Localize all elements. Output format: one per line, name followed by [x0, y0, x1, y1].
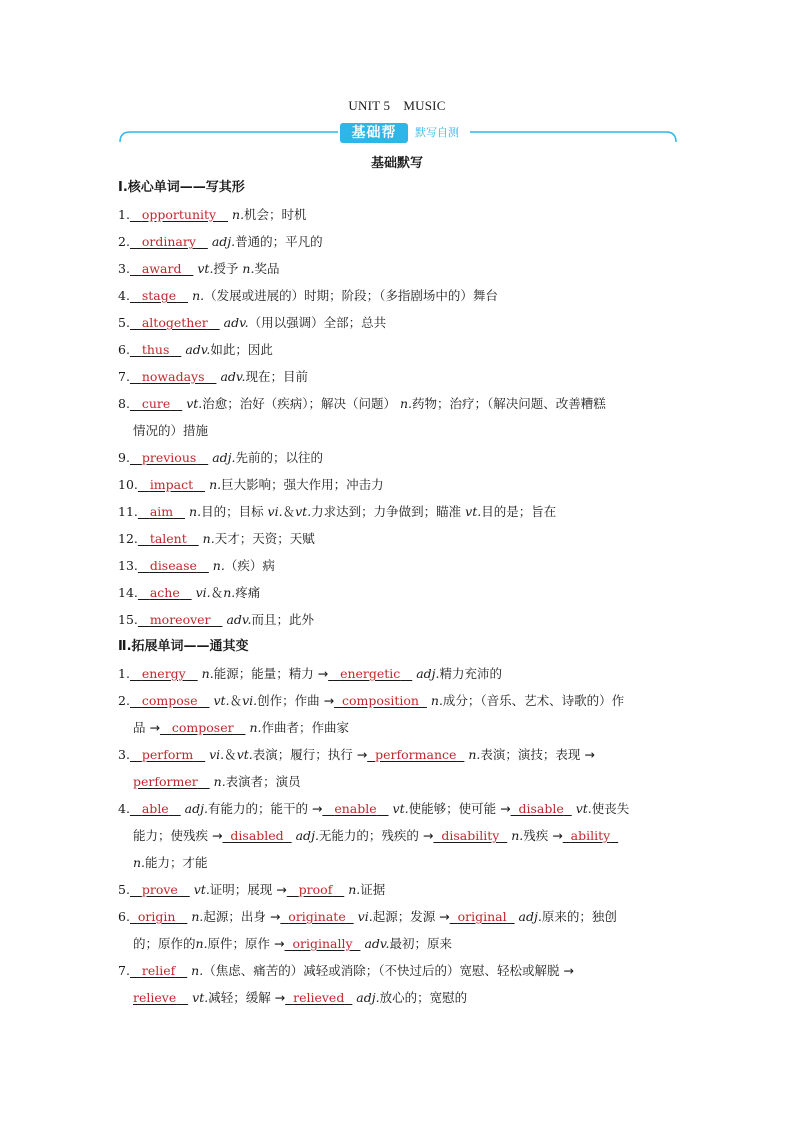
meaning-text: （发展或进展的）时期；阶段；（多指剧场中的）舞台 [204, 288, 498, 303]
answer-blank [160, 714, 246, 741]
part1-title: Ⅰ.核心单词——写其形 [118, 180, 245, 195]
part-of-speech: n. [189, 504, 202, 519]
banner-main-label: 基础帮 [340, 123, 408, 143]
meaning-text: （焦虑、痛苦的）减轻或消除；（不快过后的）宽慰、轻松或解脱 → [203, 963, 574, 978]
list-item-continuation [118, 849, 678, 876]
list-item-continuation [118, 768, 678, 795]
answer-blank [138, 471, 205, 498]
part2-title: Ⅱ.拓展单词——通其变 [118, 639, 249, 654]
item-number: 4. [118, 288, 130, 303]
answer-blank [328, 660, 412, 687]
meaning-text: 证明；展现 → [209, 882, 287, 897]
answer-blank [287, 876, 345, 903]
part-of-speech: vt. [193, 882, 210, 897]
meaning-text: 使能够；使可能 → [408, 801, 511, 816]
part-of-speech: n. [202, 531, 215, 546]
list-item-continuation [118, 930, 678, 957]
list-item [118, 579, 678, 606]
answer-blank [130, 336, 181, 363]
meaning-text: 使丧失 [591, 801, 630, 816]
meaning-text: 创作；作曲 → [257, 693, 335, 708]
part-of-speech: adj. [416, 666, 440, 681]
answer-blank [285, 930, 361, 957]
part-of-speech: n. [191, 909, 204, 924]
answer-text: disease [149, 558, 197, 573]
meaning-text: 精力充沛的 [439, 666, 503, 681]
part-of-speech: vt. [392, 801, 409, 816]
item-number: 7. [118, 963, 130, 978]
answer-text: stage [141, 288, 177, 303]
answer-text: ability [570, 828, 611, 843]
list-item [118, 336, 678, 363]
list-item [118, 363, 678, 390]
meaning-text: 放心的；宽慰的 [379, 990, 468, 1005]
meaning-text: 减轻；缓解 → [208, 990, 286, 1005]
list-item [118, 201, 678, 228]
item-number: 1. [118, 666, 130, 681]
answer-blank [130, 201, 228, 228]
part-of-speech: vt. [575, 801, 592, 816]
item-number: 5. [118, 315, 130, 330]
answer-text: award [141, 261, 182, 276]
part-of-speech: n. [249, 720, 262, 735]
list-item [118, 471, 678, 498]
meaning-text: 成分；（音乐、艺术、诗歌的）作 [442, 693, 625, 708]
item-number: 9. [118, 450, 130, 465]
meaning-text: 目的；目标 [201, 504, 268, 519]
part-of-speech: n. [223, 585, 236, 600]
meaning-text: 起源；出身 → [203, 909, 281, 924]
list-item [118, 876, 678, 903]
answer-text: previous [141, 450, 197, 465]
answer-text: perform [141, 747, 194, 762]
meaning-text: 表演；演技；表现 → [480, 747, 595, 762]
answer-blank [280, 903, 353, 930]
worksheet-body [118, 174, 678, 1011]
answer-text: nowadays [141, 369, 205, 384]
part-of-speech: adv. [223, 315, 249, 330]
answer-text: disabled [230, 828, 284, 843]
part-of-speech: n. [468, 747, 481, 762]
meaning-text: 力求达到；力争做到；瞄准 [311, 504, 466, 519]
list-item [118, 525, 678, 552]
answer-blank [130, 660, 198, 687]
part-of-speech: n. [400, 396, 413, 411]
part-of-speech: vi. [209, 747, 225, 762]
meaning-text: 品 → [133, 720, 160, 735]
answer-blank [138, 525, 199, 552]
item-number: 4. [118, 801, 130, 816]
list-item [118, 660, 678, 687]
answer-blank [130, 390, 182, 417]
list-item-continuation [118, 984, 678, 1011]
list-item [118, 255, 678, 282]
item-number: 11. [118, 504, 138, 519]
answer-blank [563, 822, 618, 849]
answer-text: energy [141, 666, 186, 681]
answer-blank [133, 984, 188, 1011]
answer-text: enable [334, 801, 377, 816]
answer-text: ordinary [141, 234, 196, 249]
meaning-text: 机会；时机 [244, 207, 307, 222]
part-of-speech: adj. [518, 909, 542, 924]
meaning-text: 起源；发源 → [372, 909, 450, 924]
list-item [118, 687, 678, 714]
part-of-speech: adj. [184, 801, 208, 816]
ampersand: ＆ [229, 693, 243, 708]
meaning-text: 表演者；演员 [225, 774, 301, 789]
meaning-text: 原来的；独创 [541, 909, 617, 924]
answer-blank [130, 795, 181, 822]
answer-blank [222, 822, 291, 849]
meaning-text: 疼痛 [235, 585, 261, 600]
item-number: 2. [118, 693, 130, 708]
answer-text: disable [518, 801, 564, 816]
list-item [118, 444, 678, 471]
meaning-text: 药物；治疗；（解决问题、改善糟糕 [412, 396, 606, 411]
part-of-speech: vi. [195, 585, 211, 600]
part-of-speech: n. [192, 288, 205, 303]
item-number: 1. [118, 207, 130, 222]
answer-blank [130, 282, 188, 309]
part-of-speech: adj. [211, 234, 236, 249]
answer-blank [130, 876, 190, 903]
answer-text: ache [149, 585, 180, 600]
item-number: 3. [118, 747, 130, 762]
part-of-speech: adj. [356, 990, 380, 1005]
part-of-speech: vt. [186, 396, 203, 411]
list-item [118, 903, 678, 930]
list-item [118, 228, 678, 255]
meaning-text: 巨大影响；强大作用；冲击力 [221, 477, 384, 492]
item-number: 14. [118, 585, 138, 600]
answer-text: aim [149, 504, 174, 519]
part-of-speech: n. [133, 855, 146, 870]
answer-text: cure [141, 396, 171, 411]
answer-blank [138, 606, 223, 633]
answer-text: able [141, 801, 169, 816]
part-of-speech: n. [511, 828, 524, 843]
part-of-speech: n. [212, 558, 225, 573]
item-number: 15. [118, 612, 138, 627]
item-number: 3. [118, 261, 130, 276]
answer-text: composition [342, 693, 419, 708]
part-of-speech: adj. [212, 450, 236, 465]
list-item [118, 282, 678, 309]
answer-blank [322, 795, 388, 822]
part-of-speech: vt. [236, 747, 253, 762]
answer-text: relief [141, 963, 176, 978]
answer-blank [130, 687, 210, 714]
answer-blank [138, 498, 185, 525]
answer-text: relieve [133, 990, 177, 1005]
meaning-text: 情况的）措施 [133, 423, 209, 438]
answer-text: thus [141, 342, 170, 357]
meaning-text: 最初；原来 [389, 936, 452, 951]
answer-blank [433, 822, 507, 849]
list-item [118, 957, 678, 984]
meaning-text: 残疾 → [523, 828, 563, 843]
list-item [118, 741, 678, 768]
part-of-speech: vt. [197, 261, 214, 276]
item-number: 8. [118, 396, 130, 411]
answer-text: energetic [340, 666, 401, 681]
banner-sub-label: 默写自测 [412, 124, 462, 142]
meaning-text: 而且；此外 [251, 612, 314, 627]
meaning-text: 天才；天资；天赋 [214, 531, 315, 546]
answer-blank [133, 768, 210, 795]
part-of-speech: n. [242, 261, 255, 276]
answer-text: originate [288, 909, 346, 924]
answer-text: talent [149, 531, 187, 546]
answer-blank [130, 228, 208, 255]
answer-blank [130, 255, 193, 282]
part-of-speech: n. [191, 963, 204, 978]
ampersand: ＆ [210, 585, 224, 600]
meaning-text: 治愈；治好（疾病）；解决（问题） [202, 396, 400, 411]
answer-text: originally [292, 936, 353, 951]
meaning-text: 无能力的；残疾的 → [318, 828, 434, 843]
list-item [118, 309, 678, 336]
part-of-speech: adj. [295, 828, 319, 843]
meaning-text: （疾）病 [224, 558, 275, 573]
answer-text: performer [133, 774, 198, 789]
answer-blank [138, 552, 209, 579]
answer-blank [511, 795, 572, 822]
answer-text: moreover [149, 612, 211, 627]
meaning-text: 奖品 [254, 261, 280, 276]
item-number: 13. [118, 558, 138, 573]
meaning-text: 现在；目前 [245, 369, 308, 384]
part-of-speech: n. [209, 477, 222, 492]
item-number: 6. [118, 909, 130, 924]
meaning-text: 如此；因此 [210, 342, 273, 357]
list-item-continuation [118, 822, 678, 849]
item-number: 5. [118, 882, 130, 897]
answer-text: composer [171, 720, 234, 735]
part-of-speech: n. [348, 882, 361, 897]
part-of-speech: adv. [185, 342, 211, 357]
part-of-speech: adv. [364, 936, 390, 951]
meaning-text: 能力；使残疾 → [133, 828, 223, 843]
part-of-speech: n. [195, 936, 208, 951]
answer-blank [130, 741, 205, 768]
part-of-speech: vi. [267, 504, 283, 519]
answer-blank [130, 309, 220, 336]
answer-text: opportunity [141, 207, 217, 222]
part-of-speech: vt. [295, 504, 312, 519]
part-of-speech: vt. [465, 504, 482, 519]
meaning-text: （用以强调）全部；总共 [248, 315, 387, 330]
part-of-speech: vi. [357, 909, 373, 924]
meaning-text: 目的是；旨在 [481, 504, 557, 519]
answer-blank [130, 363, 217, 390]
section-heading: 基础默写 [370, 156, 423, 171]
answer-text: relieved [293, 990, 345, 1005]
meaning-text: 的；原作的 [133, 936, 196, 951]
part-of-speech: n. [232, 207, 245, 222]
item-number: 10. [118, 477, 138, 492]
answer-text: prove [141, 882, 178, 897]
answer-blank [130, 957, 187, 984]
part-of-speech: n. [430, 693, 443, 708]
answer-text: impact [149, 477, 194, 492]
answer-blank [450, 903, 515, 930]
list-item [118, 390, 678, 417]
answer-text: disability [441, 828, 500, 843]
answer-blank [367, 741, 464, 768]
meaning-text: 普通的；平凡的 [235, 234, 323, 249]
part-of-speech: vt. [213, 693, 230, 708]
answer-text: performance [375, 747, 457, 762]
answer-text: compose [141, 693, 198, 708]
page-title: UNIT 5 MUSIC [348, 98, 446, 113]
meaning-text: 授予 [213, 261, 243, 276]
answer-blank [138, 579, 192, 606]
part-of-speech: vi. [242, 693, 258, 708]
list-item [118, 795, 678, 822]
part-of-speech: vt. [192, 990, 209, 1005]
answer-blank [130, 444, 208, 471]
meaning-text: 表演；履行；执行 → [252, 747, 368, 762]
meaning-text: 能源；能量；精力 → [213, 666, 329, 681]
item-number: 6. [118, 342, 130, 357]
ampersand: ＆ [224, 747, 237, 762]
item-number: 12. [118, 531, 138, 546]
list-item-continuation [118, 417, 678, 444]
answer-text: proof [298, 882, 333, 897]
meaning-text: 证据 [360, 882, 386, 897]
ampersand: ＆ [282, 504, 296, 519]
answer-text: original [457, 909, 507, 924]
list-item [118, 498, 678, 525]
answer-blank [334, 687, 427, 714]
meaning-text: 能力；才能 [145, 855, 208, 870]
item-number: 7. [118, 369, 130, 384]
part-of-speech: n. [201, 666, 214, 681]
meaning-text: 作曲者；作曲家 [261, 720, 350, 735]
list-item [118, 552, 678, 579]
part-of-speech: adv. [220, 369, 246, 384]
answer-text: origin [137, 909, 176, 924]
list-item [118, 606, 678, 633]
item-number: 2. [118, 234, 130, 249]
section-banner [118, 120, 678, 146]
meaning-text: 有能力的；能干的 → [207, 801, 323, 816]
list-item-continuation [118, 714, 678, 741]
part-of-speech: adv. [226, 612, 252, 627]
part-of-speech: n. [213, 774, 226, 789]
answer-text: altogether [141, 315, 208, 330]
answer-blank [285, 984, 352, 1011]
meaning-text: 原件；原作 → [207, 936, 285, 951]
meaning-text: 先前的；以往的 [235, 450, 324, 465]
answer-blank [130, 903, 187, 930]
